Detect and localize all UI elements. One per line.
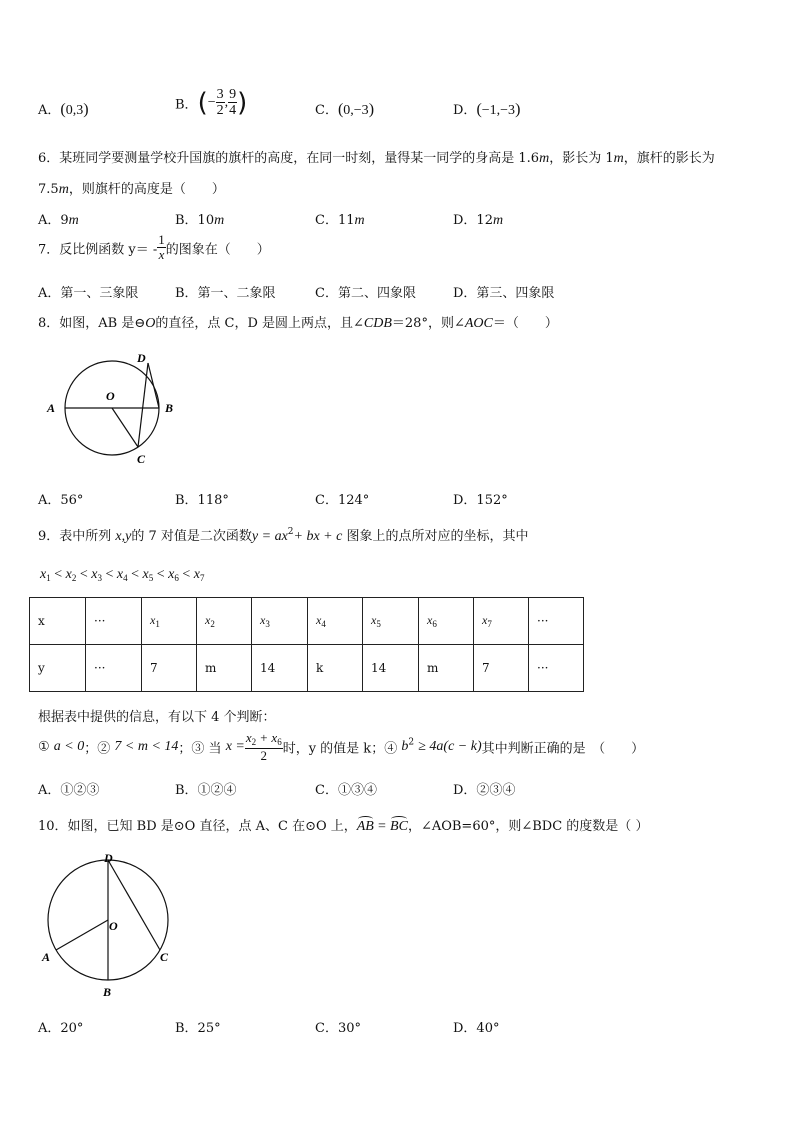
table-cell: ···	[86, 645, 142, 692]
table-cell: ···	[86, 598, 142, 645]
q6-option-b-text: B．10	[175, 213, 215, 228]
cell-x: x	[482, 613, 488, 627]
cell-x: x	[427, 613, 433, 627]
cell-x: x	[316, 613, 322, 627]
q10-label-c: C	[160, 950, 169, 964]
q8-option-b: B．118°	[175, 493, 229, 508]
q8-circle-o: O	[145, 316, 156, 331]
cell-sub: 1	[155, 619, 160, 629]
q9-chain-i6: 6	[174, 573, 179, 583]
table-cell	[363, 598, 419, 645]
table-cell	[252, 598, 308, 645]
cell-sub: 5	[376, 619, 381, 629]
q5-option-b-den2: 4	[229, 103, 237, 119]
q5-option-b: B．(− $\frac{3}{2}$ , $\frac{9}{4}$ )	[175, 87, 248, 119]
q7-fraction-num: 1	[158, 232, 165, 247]
q8-stem	[38, 312, 558, 332]
q5-option-d-close: )	[515, 101, 521, 118]
q6-option-c-unit: m	[354, 213, 365, 228]
q7-suffix: 的图象在（ ）	[165, 242, 270, 258]
q9-judgement-1-math: a < 0	[53, 739, 85, 755]
q6-text-c: ，旗杆的影长为	[623, 151, 715, 166]
q9-j3-plus-x: + x	[256, 730, 278, 745]
q8-chord-db	[148, 363, 159, 408]
q10-option-b: B．25°	[175, 1021, 221, 1036]
q10-arc-equals: =	[378, 819, 386, 834]
q9-judgement-4-text: 其中判断正确的是 （ ）	[481, 741, 645, 757]
q9-judgement-4-sq: 2	[408, 737, 415, 748]
q9-judgement-3-lhs: x =	[225, 739, 245, 755]
q5-option-a	[38, 99, 89, 119]
q9-xy: x,y	[115, 529, 132, 544]
q9-option-c: C．①③④	[315, 783, 377, 798]
q9-chain-x5: x	[142, 567, 149, 582]
q7-stem	[38, 233, 270, 263]
q10-option-c: C．30°	[315, 1021, 361, 1036]
q5-option-c-label: C．	[315, 103, 338, 118]
q9-judgements	[38, 731, 644, 767]
q5-option-c-open: (	[337, 101, 344, 118]
q10-label-d: D	[104, 851, 113, 865]
cell-x: x	[205, 613, 211, 627]
q6-stem-line1	[38, 147, 715, 167]
q10-stem	[38, 815, 648, 835]
q8-label-a: A	[47, 401, 56, 415]
q8-angle-cdb: CDB	[363, 316, 392, 331]
q10-text-2: ，∠AOB=60°，则∠BDC 的度数是（ ）	[407, 819, 649, 834]
q6-text-a: 6．某班同学要测量学校升国旗的旗杆的高度，在同一时刻，量得某一同学的身高是 1.6	[38, 151, 540, 166]
q5-option-d-open: (	[476, 101, 482, 118]
table-cell: 7	[142, 645, 197, 692]
q6-text-b: ，影长为 1	[549, 151, 614, 166]
q9-judgement-1-mark: ①	[38, 739, 50, 755]
q9-chain-i7: 7	[199, 573, 205, 583]
q7-prefix: 7．反比例函数 y＝ -	[38, 242, 158, 258]
q10-label-a: A	[42, 950, 51, 964]
q10-chord-dc	[108, 860, 160, 950]
cell-x: x	[260, 613, 266, 627]
q6-option-a-unit: m	[68, 213, 79, 228]
q9-judgement-3-text: 时，y 的值是 k；④	[282, 741, 398, 757]
table-cell: 7	[474, 645, 529, 692]
q9-j3-x2: x	[245, 730, 252, 745]
q8-circle-diagram	[40, 345, 190, 470]
q9-chain-x3: x	[91, 567, 98, 582]
q9-info-line: 根据表中提供的信息，有以下 4 个判断：	[38, 710, 276, 725]
q10-radius-oa	[56, 920, 108, 950]
q9-equation-sq: 2	[287, 527, 294, 537]
q6-unit-m-1: m	[539, 151, 550, 166]
q9-chain-i4: 4	[123, 573, 128, 583]
q5-option-c	[315, 99, 374, 119]
q9-judgement-3-mark: ；③ 当	[178, 741, 222, 757]
table-cell: x	[30, 598, 86, 645]
q6-option-a-text: A．9	[38, 213, 69, 228]
q9-chain-i2: 2	[71, 573, 77, 583]
q5-option-d-label: D．	[453, 103, 477, 118]
table-cell: 14	[363, 645, 419, 692]
q9-j3-sub2: 2	[251, 737, 257, 747]
q5-option-d-value: −1,−3	[481, 103, 516, 118]
q9-chain-lt2: <	[79, 567, 88, 582]
q5-option-a-value: 0,3	[65, 103, 84, 118]
q8-text-1: 8．如图，AB 是⊖	[38, 316, 146, 331]
q8-option-c: C．124°	[315, 493, 370, 508]
q10-label-b: B	[103, 985, 112, 999]
q9-text-1: 9．表中所列	[38, 529, 112, 544]
cell-x: x	[371, 613, 377, 627]
table-cell: y	[30, 645, 86, 692]
q5-option-c-close: )	[368, 101, 375, 118]
q6-option-a	[38, 209, 79, 229]
q9-chain-lt4: <	[131, 567, 139, 582]
q9-equation-a: y = ax	[251, 529, 288, 544]
q6-unit-m-2: m	[613, 151, 624, 166]
q5-option-b-num1: 3	[216, 87, 224, 102]
q5-option-b-comma: ,	[224, 94, 229, 110]
table-cell	[308, 598, 363, 645]
q7-option-a: A．第一、三象限	[38, 286, 139, 301]
q9-chain-x7: x	[193, 567, 200, 582]
q9-chain-lt1: <	[54, 567, 63, 582]
q8-label-c: C	[137, 452, 146, 466]
q9-chain-i5: 5	[148, 573, 154, 583]
q6-option-d	[453, 209, 503, 229]
table-cell: 14	[252, 645, 308, 692]
q9-option-b: B．①②④	[175, 783, 237, 798]
q6-text-d: 7.5	[38, 182, 59, 197]
q9-stem	[38, 525, 529, 545]
q5-option-a-label: A．	[38, 103, 61, 118]
q10-option-a: A．20°	[38, 1021, 84, 1036]
q6-text-e: ，则旗杆的高度是（ ）	[68, 182, 225, 197]
q9-j3-den: 2	[260, 747, 268, 763]
q9-equation-b: + bx + c	[293, 529, 343, 544]
table-cell	[142, 598, 197, 645]
q5-option-a-close: )	[83, 101, 89, 118]
q9-chain-lt3: <	[105, 567, 114, 582]
q5-option-b-num2: 9	[229, 87, 237, 102]
q9-chain-lt5: <	[156, 567, 165, 582]
q5-option-b-label: B．	[175, 97, 198, 113]
table-cell	[197, 598, 252, 645]
table-row	[30, 598, 584, 645]
q6-option-d-unit: m	[492, 213, 504, 228]
q9-judgement-4-math: ≥ 4a(c − k)	[418, 739, 482, 755]
table-cell: ···	[529, 645, 584, 692]
table-cell: m	[197, 645, 252, 692]
q9-chain-x4: x	[116, 567, 124, 582]
cell-sub: 6	[432, 619, 437, 629]
q7-option-c: C．第二、四象限	[315, 286, 416, 301]
q8-text-2: 的直径，点 C，D 是圆上两点，且∠	[155, 316, 364, 331]
q5-option-b-den1: 2	[216, 103, 224, 119]
q9-chain-i3: 3	[97, 573, 102, 583]
q5-option-a-open: (	[60, 101, 66, 118]
cell-sub: 2	[210, 619, 215, 629]
q7-fraction-den: x	[158, 247, 165, 263]
q8-label-b: B	[165, 401, 174, 415]
q9-judgement-2-mark: ；②	[84, 741, 111, 757]
table-row	[30, 645, 584, 692]
table-cell: m	[419, 645, 474, 692]
table-cell: ···	[529, 598, 584, 645]
q9-chain-i1: 1	[46, 573, 51, 583]
q6-option-d-text: D．12	[453, 213, 493, 228]
q9-value-table	[29, 597, 584, 692]
cell-x: x	[150, 613, 156, 627]
q9-option-a: A．①②③	[38, 783, 100, 798]
q5-option-c-value: 0,−3	[343, 103, 369, 118]
q9-chain-lt6: <	[182, 567, 191, 582]
q10-label-o: O	[109, 919, 118, 933]
cell-sub: 3	[265, 619, 270, 629]
q8-option-d: D．152°	[453, 493, 508, 508]
table-cell	[419, 598, 474, 645]
q8-angle-aoc: AOC	[464, 316, 493, 331]
q9-text-2: 的 7 对值是二次函数	[131, 529, 252, 544]
q5-option-b-neg: −	[207, 94, 216, 110]
q9-judgement-2-math: 7 < m < 14	[114, 739, 179, 755]
q6-stem-line2	[38, 178, 225, 198]
q8-chord-dc	[138, 363, 148, 447]
q7-option-b: B．第一、二象限	[175, 286, 276, 301]
q9-option-d: D．②③④	[453, 783, 516, 798]
q10-arc-bc: BC	[390, 819, 408, 834]
q8-option-a: A．56°	[38, 493, 84, 508]
q8-radius-oc	[112, 408, 138, 447]
q9-j3-sub6: 6	[277, 737, 282, 747]
q8-text-3: ＝28°，则∠	[391, 316, 465, 331]
q9-chain-x2: x	[65, 567, 72, 582]
q7-option-d: D．第三、四象限	[453, 286, 555, 301]
q6-unit-m-3: m	[58, 182, 69, 197]
q9-chain-x6: x	[168, 567, 175, 582]
q6-option-b	[175, 209, 224, 229]
q10-circle-diagram	[38, 850, 178, 1002]
q10-option-d: D．40°	[453, 1021, 500, 1036]
q9-text-3: 图象上的点所对应的坐标，其中	[346, 529, 529, 544]
q9-inequality-chain	[40, 567, 204, 583]
q10-arc-ab: AB	[356, 819, 374, 834]
table-cell: k	[308, 645, 363, 692]
q10-text-1: 10．如图，已知 BD 是⊙O 直径，点 A、C 在⊙O 上，	[38, 819, 357, 834]
cell-sub: 7	[487, 619, 492, 629]
table-cell	[474, 598, 529, 645]
q8-text-4: ＝（ ）	[492, 316, 558, 331]
cell-sub: 4	[321, 619, 326, 629]
q9-judgement-4-b: b	[401, 739, 409, 755]
q6-option-c-text: C．11	[315, 213, 355, 228]
q8-label-d: D	[137, 351, 146, 365]
q6-option-b-unit: m	[214, 213, 225, 228]
q9-chain-x1: x	[40, 567, 47, 582]
q6-option-c	[315, 209, 365, 229]
q8-label-o: O	[106, 389, 115, 403]
q5-option-d	[453, 99, 520, 119]
